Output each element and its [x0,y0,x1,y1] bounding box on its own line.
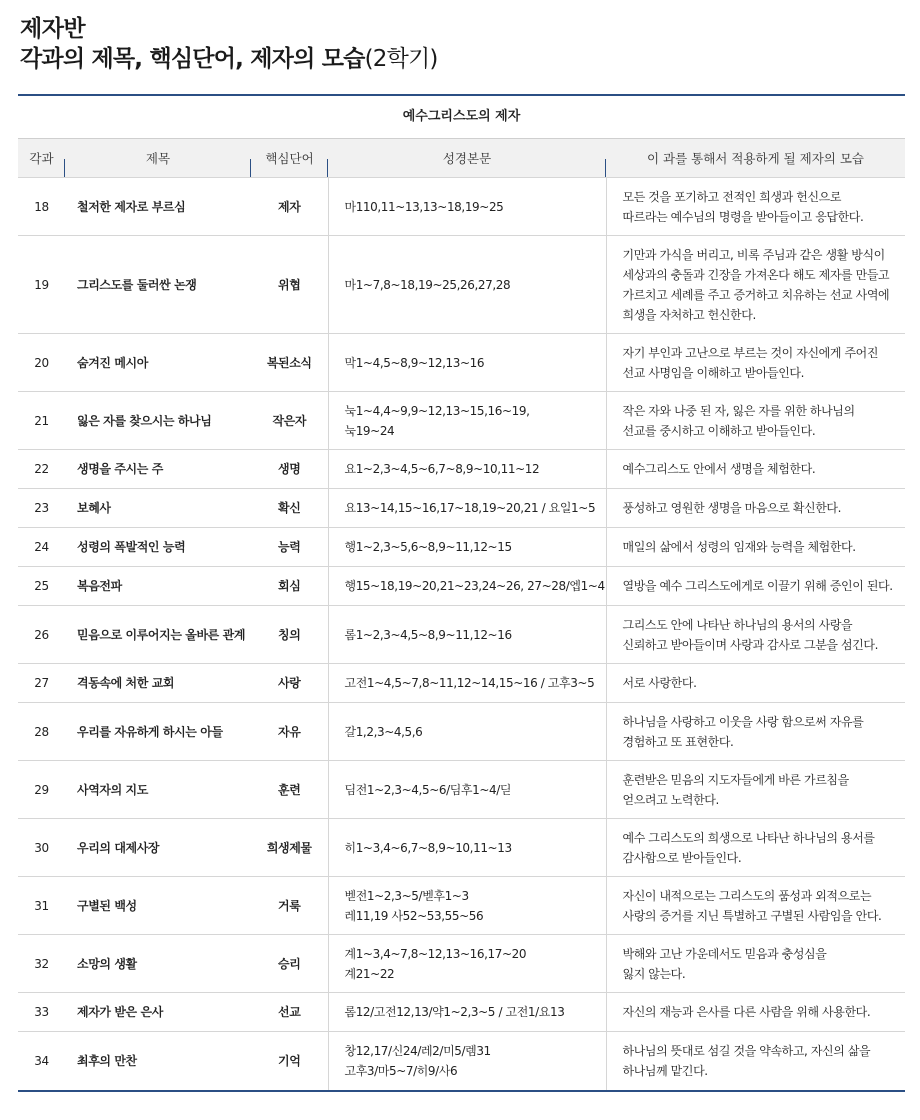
lesson-scripture [328,236,606,334]
lesson-title: 잃은 자를 찾으시는 하나님 [65,392,251,450]
lesson-description-line: 하나님의 뜻대로 섬길 것을 약속하고, 자신의 삶을 [622,1043,871,1058]
lesson-scripture [328,1032,606,1090]
lesson-description [606,450,905,489]
lesson-number: 27 [18,664,65,703]
lesson-scripture [328,819,606,877]
lesson-number: 18 [18,178,65,236]
lesson-description-line: 자기 부인과 고난으로 부르는 것이 자신에게 주어진 [622,345,879,360]
lesson-keyword: 제자 [251,178,328,236]
lesson-scripture [328,489,606,528]
lesson-title: 격동속에 처한 교회 [65,664,251,703]
lesson-title: 숨겨진 메시아 [65,334,251,392]
lesson-scripture [328,450,606,489]
lesson-description-line: 하나님을 사랑하고 이웃을 사랑 함으로써 자유를 [622,714,864,729]
lesson-title: 최후의 만찬 [65,1032,251,1090]
lesson-description-line: 그리스도 안에 나타난 하나님의 용서의 사랑을 [622,617,853,632]
lesson-keyword: 위협 [251,236,328,334]
lesson-description-line: 기만과 가식을 버리고, 비록 주님과 같은 생활 방식이 [622,247,885,262]
lesson-scripture-line: 마1~7,8~18,19~25,26,27,28 [344,277,511,292]
lessons-table [18,139,905,1090]
lesson-keyword: 확신 [251,489,328,528]
lesson-scripture-line: 레11,19 사52~53,55~56 [344,908,484,923]
lesson-title: 사역자의 지도 [65,761,251,819]
lesson-keyword: 승리 [251,935,328,993]
lesson-description-line: 감사함으로 받아들인다. [622,850,742,865]
lesson-keyword: 선교 [251,993,328,1032]
table-row [18,819,905,877]
page-subtitle [20,44,438,74]
lesson-number: 21 [18,392,65,450]
lesson-title: 철저한 제자로 부르심 [65,178,251,236]
lesson-title: 우리의 대제사장 [65,819,251,877]
lesson-title: 우리를 자유하게 하시는 아들 [65,703,251,761]
lesson-scripture-line: 히1~3,4~6,7~8,9~10,11~13 [344,840,512,855]
table-row [18,392,905,450]
lesson-description [606,703,905,761]
lesson-description [606,236,905,334]
lesson-title: 구별된 백성 [65,877,251,935]
lesson-scripture-line: 계21~22 [344,966,395,981]
lesson-description-line: 따르라는 예수님의 명령을 받아들이고 응답한다. [622,209,864,224]
table-header-row [18,139,905,178]
lesson-keyword: 능력 [251,528,328,567]
lesson-description-line: 선교 사명임을 이해하고 받아들인다. [622,365,805,380]
lesson-title: 생명을 주시는 주 [65,450,251,489]
lesson-description [606,819,905,877]
lesson-scripture-line: 행1~2,3~5,6~8,9~11,12~15 [344,540,512,554]
lesson-description-line: 모든 것을 포기하고 전적인 희생과 헌신으로 [622,189,842,204]
lesson-description [606,761,905,819]
header-scripture: 성경본문 [328,139,606,178]
lesson-scripture-line: 딤전1~2,3~4,5~6/딤후1~4/딛 [344,782,512,797]
table-row [18,567,905,606]
lesson-number: 24 [18,528,65,567]
lesson-number: 30 [18,819,65,877]
table-row [18,877,905,935]
lesson-scripture [328,334,606,392]
lesson-description-line: 가르치고 세례를 주고 증거하고 치유하는 선교 사역에 [622,287,890,302]
lesson-scripture [328,528,606,567]
lesson-number: 26 [18,606,65,664]
lesson-description-line: 훈련받은 믿음의 지도자들에게 바른 가르침을 [622,772,849,787]
lesson-keyword: 기억 [251,1032,328,1090]
lesson-keyword: 복된소식 [251,334,328,392]
table-row [18,993,905,1032]
table-row [18,703,905,761]
lesson-number: 28 [18,703,65,761]
lesson-scripture-line: 고후3/마5~7/히9/사6 [344,1063,458,1078]
lesson-keyword: 칭의 [251,606,328,664]
lesson-description-line: 예수그리스도 안에서 생명을 체험한다. [622,462,816,476]
lesson-scripture-line: 계1~3,4~7,8~12,13~16,17~20 [344,946,527,961]
section-title: 예수그리스도의 제자 [18,96,905,139]
lesson-description [606,664,905,703]
header-title: 제목 [65,139,251,178]
lesson-scripture-line: 롬1~2,3~4,5~8,9~11,12~16 [344,627,512,642]
lesson-number: 31 [18,877,65,935]
table-row [18,489,905,528]
lesson-scripture-line: 행15~18,19~20,21~23,24~26, 27~28/엡1~4 [344,579,605,593]
lesson-number: 29 [18,761,65,819]
lesson-description-line: 사랑의 증거를 지닌 특별하고 구별된 사람임을 안다. [622,908,882,923]
table-row [18,450,905,489]
subtitle-main: 각과의 제목, 핵심단어, 제자의 모습 [20,46,365,72]
lesson-title: 소망의 생활 [65,935,251,993]
lesson-title: 성령의 폭발적인 능력 [65,528,251,567]
lesson-scripture-line: 막1~4,5~8,9~12,13~16 [344,355,485,370]
lesson-scripture [328,606,606,664]
lesson-description-line: 박해와 고난 가운데서도 믿음과 충성심을 [622,946,827,961]
lesson-number: 20 [18,334,65,392]
lesson-scripture-line: 눅1~4,4~9,9~12,13~15,16~19, [344,403,530,418]
lesson-keyword: 생명 [251,450,328,489]
lesson-scripture [328,392,606,450]
lesson-description-line: 예수 그리스도의 희생으로 나타난 하나님의 용서를 [622,830,875,845]
lesson-keyword: 사랑 [251,664,328,703]
lesson-title: 복음전파 [65,567,251,606]
table-row [18,236,905,334]
table-row [18,178,905,236]
lesson-scripture-line: 요13~14,15~16,17~18,19~20,21 / 요일1~5 [344,501,596,515]
lesson-title: 제자가 받은 은사 [65,993,251,1032]
table-row [18,606,905,664]
lesson-scripture-line: 고전1~4,5~7,8~11,12~14,15~16 / 고후3~5 [344,676,595,690]
lesson-scripture [328,993,606,1032]
lesson-description-line: 경험하고 또 표현한다. [622,734,734,749]
lesson-description [606,392,905,450]
lesson-title: 그리스도를 둘러싼 논쟁 [65,236,251,334]
lesson-description [606,935,905,993]
lesson-number: 23 [18,489,65,528]
lesson-description-line: 하나님께 맡긴다. [622,1063,708,1078]
lesson-number: 25 [18,567,65,606]
lesson-number: 22 [18,450,65,489]
lesson-description-line: 희생을 자처하고 헌신한다. [622,307,756,322]
lesson-scripture-line: 요1~2,3~4,5~6,7~8,9~10,11~12 [344,462,540,476]
lesson-number: 32 [18,935,65,993]
lesson-description [606,606,905,664]
lesson-scripture [328,664,606,703]
lesson-keyword: 자유 [251,703,328,761]
lesson-keyword: 거룩 [251,877,328,935]
lesson-keyword: 회심 [251,567,328,606]
lesson-description [606,993,905,1032]
lesson-scripture [328,761,606,819]
page-header [20,14,438,74]
lesson-description-line: 자신의 재능과 은사를 다른 사람을 위해 사용한다. [622,1005,871,1019]
table-row [18,664,905,703]
lesson-scripture [328,877,606,935]
lesson-description-line: 자신이 내적으로는 그리스도의 품성과 외적으로는 [622,888,872,903]
lesson-description-line: 매일의 삶에서 성령의 임재와 능력을 체험한다. [622,540,856,554]
lesson-scripture-line: 눅19~24 [344,423,395,438]
subtitle-suffix: (2학기) [364,46,438,72]
lesson-keyword: 훈련 [251,761,328,819]
header-description: 이 과를 통해서 적용하게 될 제자의 모습 [606,139,905,178]
table-row [18,935,905,993]
table-body [18,178,905,1090]
curriculum-table [18,94,905,1092]
lesson-scripture [328,703,606,761]
lesson-number: 33 [18,993,65,1032]
lesson-description-line: 잃지 않는다. [622,966,686,981]
table-bottom-rule [18,1090,905,1092]
lesson-description [606,489,905,528]
lesson-description [606,178,905,236]
header-lesson: 각과 [18,139,65,178]
lesson-description [606,1032,905,1090]
lesson-description [606,567,905,606]
lesson-number: 19 [18,236,65,334]
lesson-description-line: 얻으려고 노력한다. [622,792,719,807]
lesson-description [606,877,905,935]
lesson-description [606,334,905,392]
lesson-title: 믿음으로 이루어지는 올바른 관계 [65,606,251,664]
lesson-description-line: 작은 자와 나중 된 자, 잃은 자를 위한 하나님의 [622,403,855,418]
lesson-description-line: 서로 사랑한다. [622,676,697,690]
lesson-scripture [328,935,606,993]
table-row [18,1032,905,1090]
table-row [18,334,905,392]
lesson-description-line: 세상과의 충돌과 긴장을 가져온다 해도 제자를 만들고 [622,267,890,282]
lesson-scripture-line: 마110,11~13,13~18,19~25 [344,199,504,214]
lesson-scripture-line: 갈1,2,3~4,5,6 [344,724,423,739]
lesson-keyword: 희생제물 [251,819,328,877]
page-title: 제자반 [20,16,86,42]
table-row [18,761,905,819]
lesson-description-line: 신뢰하고 받아들이며 사랑과 감사로 그분을 섬긴다. [622,637,879,652]
lesson-scripture [328,178,606,236]
table-row [18,528,905,567]
lesson-scripture-line: 창12,17/신24/레2/미5/렘31 [344,1043,491,1058]
lesson-description-line: 열방을 예수 그리스도에게로 이끌기 위해 증인이 된다. [622,579,893,593]
lesson-description [606,528,905,567]
lesson-scripture-line: 벧전1~2,3~5/벧후1~3 [344,888,469,903]
lesson-description-line: 풍성하고 영원한 생명을 마음으로 확신한다. [622,501,842,515]
lesson-number: 34 [18,1032,65,1090]
lesson-title: 보혜사 [65,489,251,528]
lesson-scripture-line: 롬12/고전12,13/약1~2,3~5 / 고전1/요13 [344,1005,565,1019]
header-keyword: 핵심단어 [251,139,328,178]
lesson-keyword: 작은자 [251,392,328,450]
lesson-scripture [328,567,606,606]
lesson-description-line: 선교를 중시하고 이해하고 받아들인다. [622,423,816,438]
